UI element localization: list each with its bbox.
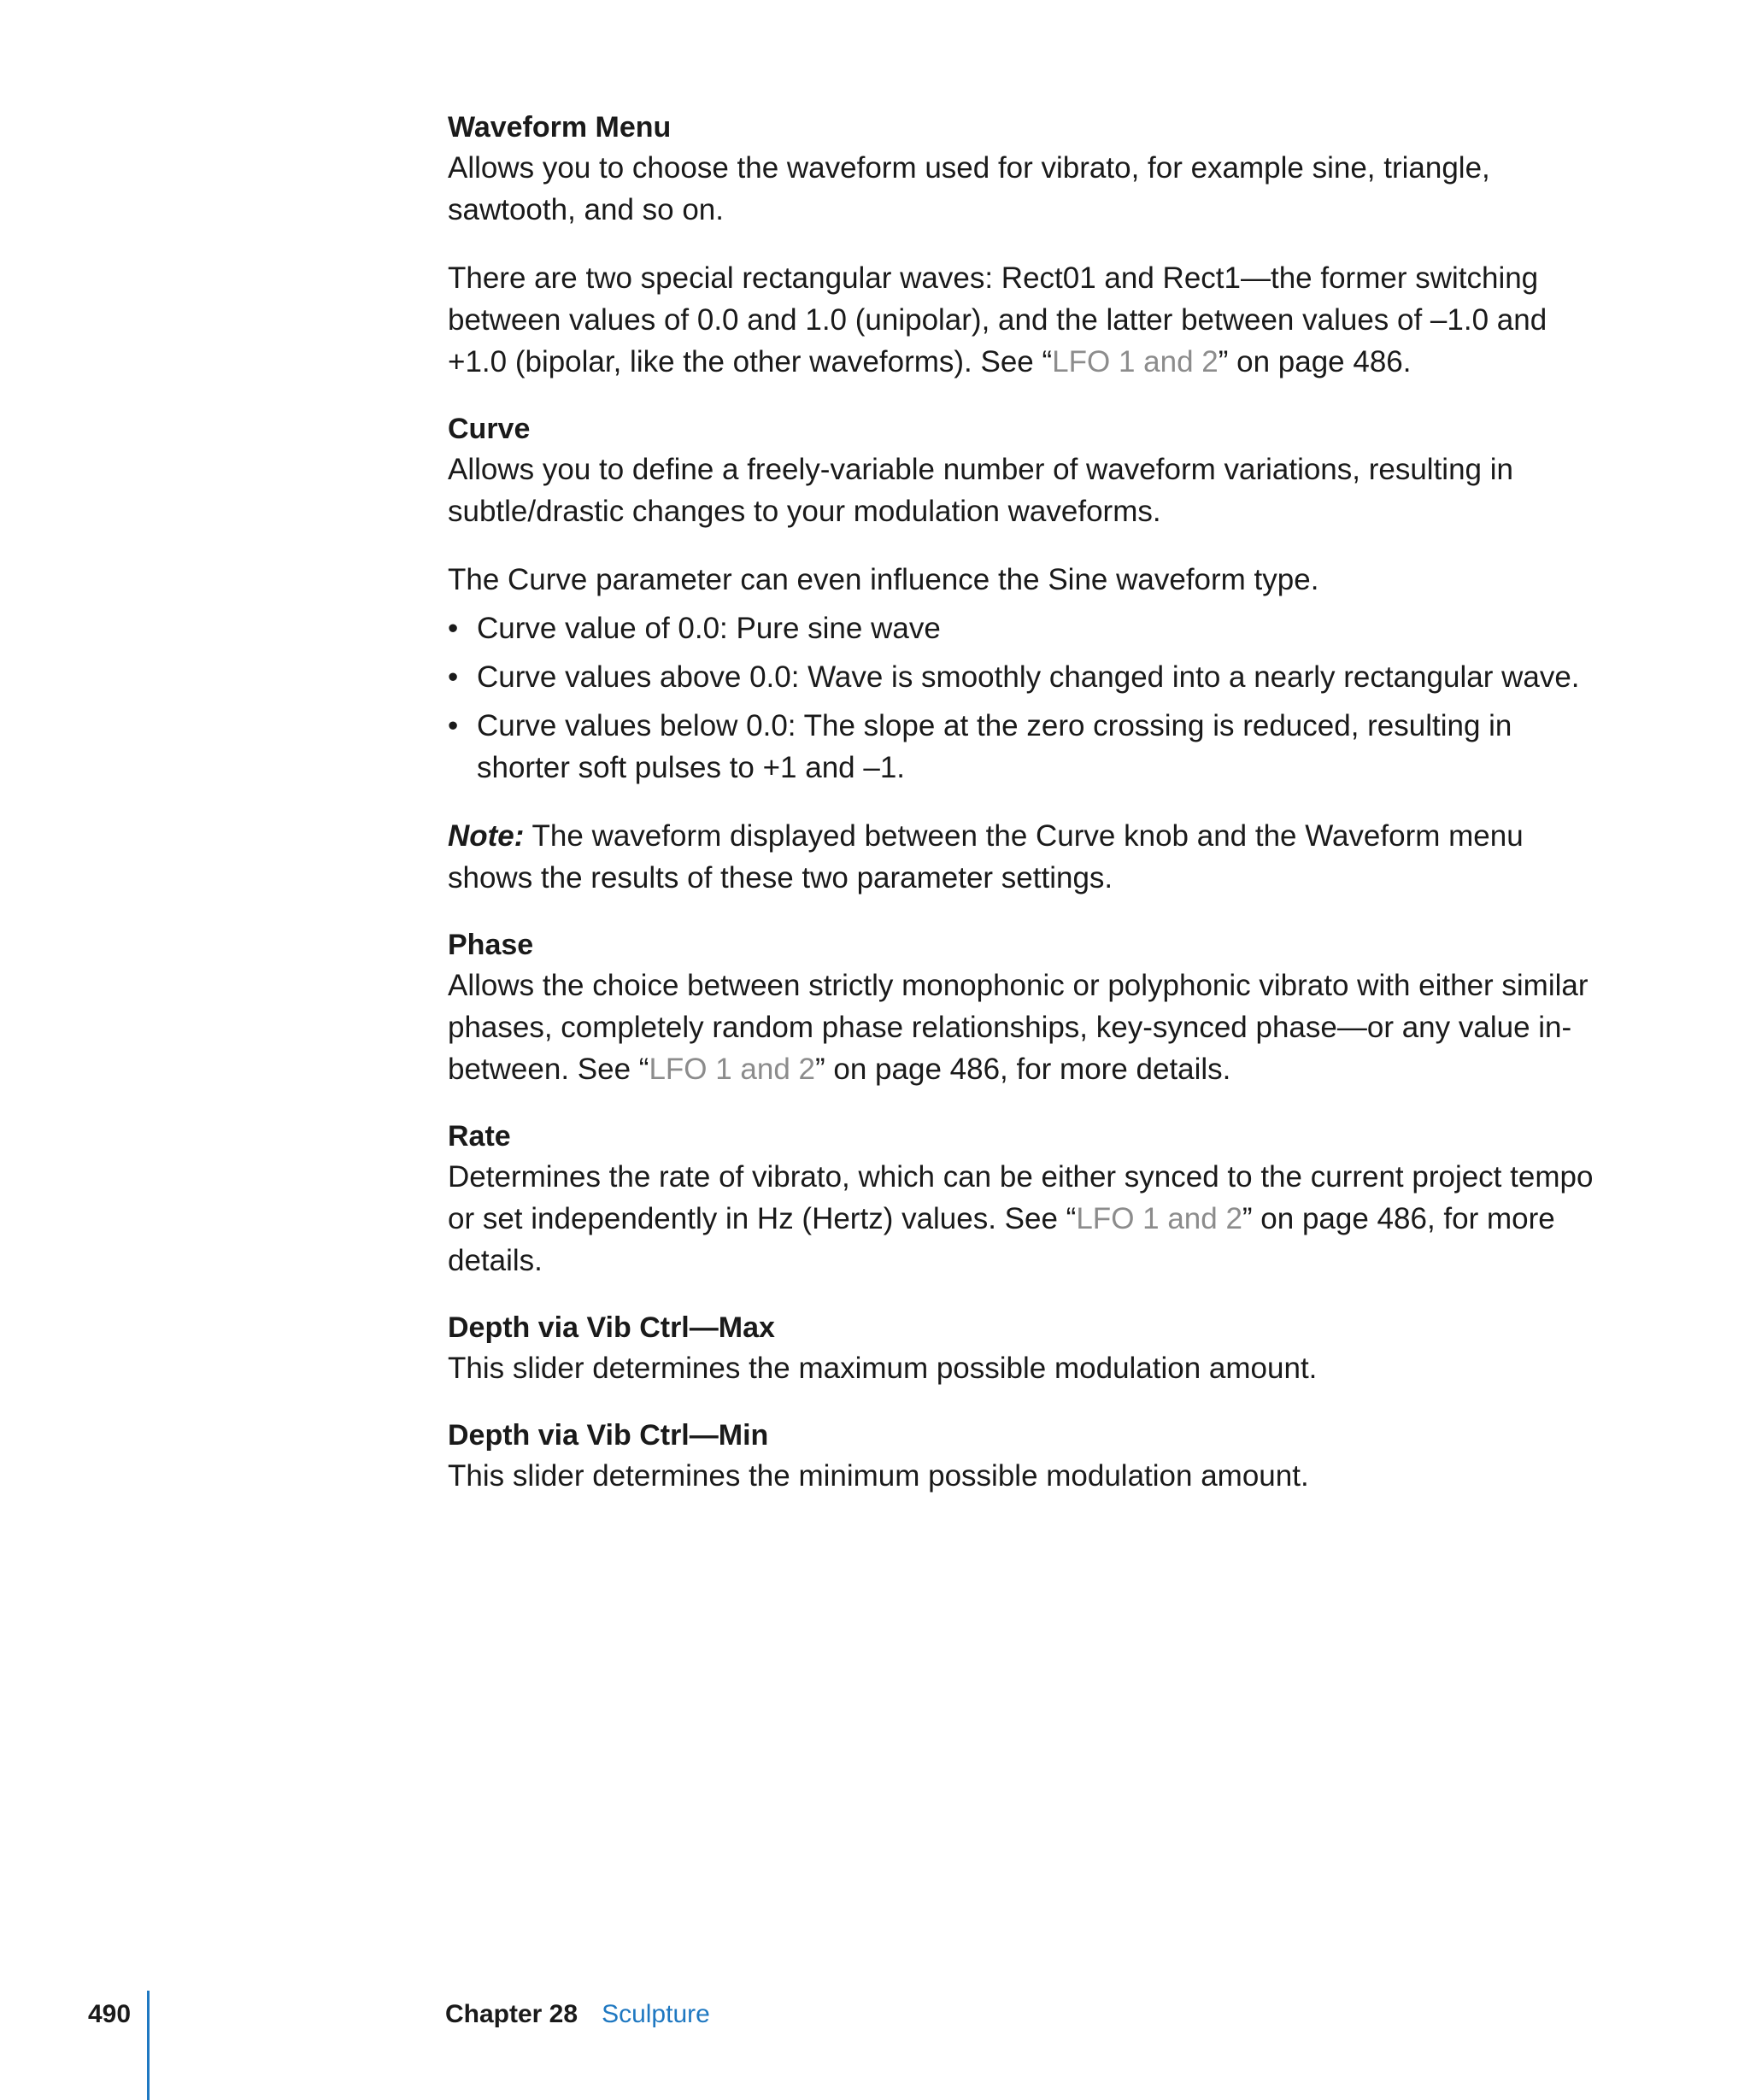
list-item-text: Curve values below 0.0: The slope at the zero crossing is reduced, resulting in shorter soft pulses to +1 and –1. — [477, 709, 1512, 784]
footer-divider — [147, 1991, 150, 2100]
bullet-icon: • — [448, 660, 459, 694]
page-number: 490 — [88, 2000, 132, 2028]
note-label: Note: — [448, 819, 525, 853]
list-item — [448, 705, 1610, 789]
paragraph: This slider determines the maximum possible modulation amount. — [448, 1352, 1318, 1385]
paragraph-text: ” on page 486. — [1218, 345, 1412, 378]
section-heading: Curve — [448, 413, 531, 445]
section-depth-min — [448, 1416, 1610, 1497]
paragraph — [448, 257, 1610, 383]
section-heading: Phase — [448, 929, 534, 961]
chapter-label: Chapter 28 — [445, 2000, 578, 2028]
paragraph — [448, 1156, 1610, 1282]
bullet-icon: • — [448, 709, 459, 742]
section-heading: Depth via Vib Ctrl—Max — [448, 1311, 775, 1344]
section-heading: Waveform Menu — [448, 111, 672, 144]
list-item — [448, 607, 1610, 649]
paragraph — [448, 965, 1610, 1090]
list-item-text: Curve values above 0.0: Wave is smoothly changed into a nearly rectangular wave. — [477, 660, 1580, 694]
bullet-icon: • — [448, 612, 459, 645]
paragraph: The Curve parameter can even influence the Sine waveform type. — [448, 563, 1319, 596]
section-curve — [448, 409, 1610, 899]
paragraph-text: Determines the rate of vibrato, which can be either synced to the current project tempo or set independently in Hz (Hertz) values. See “ — [448, 1160, 1594, 1235]
cross-reference-link[interactable]: LFO 1 and 2 — [1076, 1202, 1242, 1235]
running-footer — [445, 1997, 710, 2032]
bullet-list — [448, 607, 1610, 789]
paragraph-text: ” on page 486, for more details. — [815, 1053, 1231, 1086]
section-waveform-menu — [448, 108, 1610, 383]
section-heading: Depth via Vib Ctrl—Min — [448, 1419, 769, 1452]
paragraph: This slider determines the minimum possible modulation amount. — [448, 1459, 1309, 1493]
note-text: The waveform displayed between the Curve knob and the Waveform menu shows the results of these two parameter settings. — [448, 819, 1524, 895]
section-link[interactable]: Sculpture — [602, 2000, 710, 2028]
paragraph-text: Allows the choice between strictly monophonic or polyphonic vibrato with either similar phases, completely random phase relationships, key-synced phase—or any value in-between. See “ — [448, 969, 1589, 1086]
section-phase — [448, 925, 1610, 1090]
list-item-text: Curve value of 0.0: Pure sine wave — [477, 612, 941, 645]
section-depth-max — [448, 1308, 1610, 1389]
paragraph: Allows you to choose the waveform used for vibrato, for example sine, triangle, sawtooth, and so on. — [448, 151, 1490, 226]
cross-reference-link[interactable]: LFO 1 and 2 — [1052, 345, 1219, 378]
page-content — [448, 108, 1610, 1523]
note-paragraph — [448, 815, 1610, 899]
cross-reference-link[interactable]: LFO 1 and 2 — [649, 1053, 816, 1086]
paragraph: Allows you to define a freely-variable number of waveform variations, resulting in subtle/drastic changes to your modulation waveforms. — [448, 453, 1513, 528]
list-item — [448, 656, 1610, 698]
section-rate — [448, 1117, 1610, 1282]
paragraph-text: ” on page 486, for more details. — [448, 1202, 1555, 1277]
section-heading: Rate — [448, 1120, 511, 1153]
paragraph-text: There are two special rectangular waves: Rect01 and Rect1—the former switching between values of 0.0 and 1.0 (unipolar), and the latter between values of –1.0 and +1.0 (bipolar, like the other waveforms). See “ — [448, 261, 1547, 378]
